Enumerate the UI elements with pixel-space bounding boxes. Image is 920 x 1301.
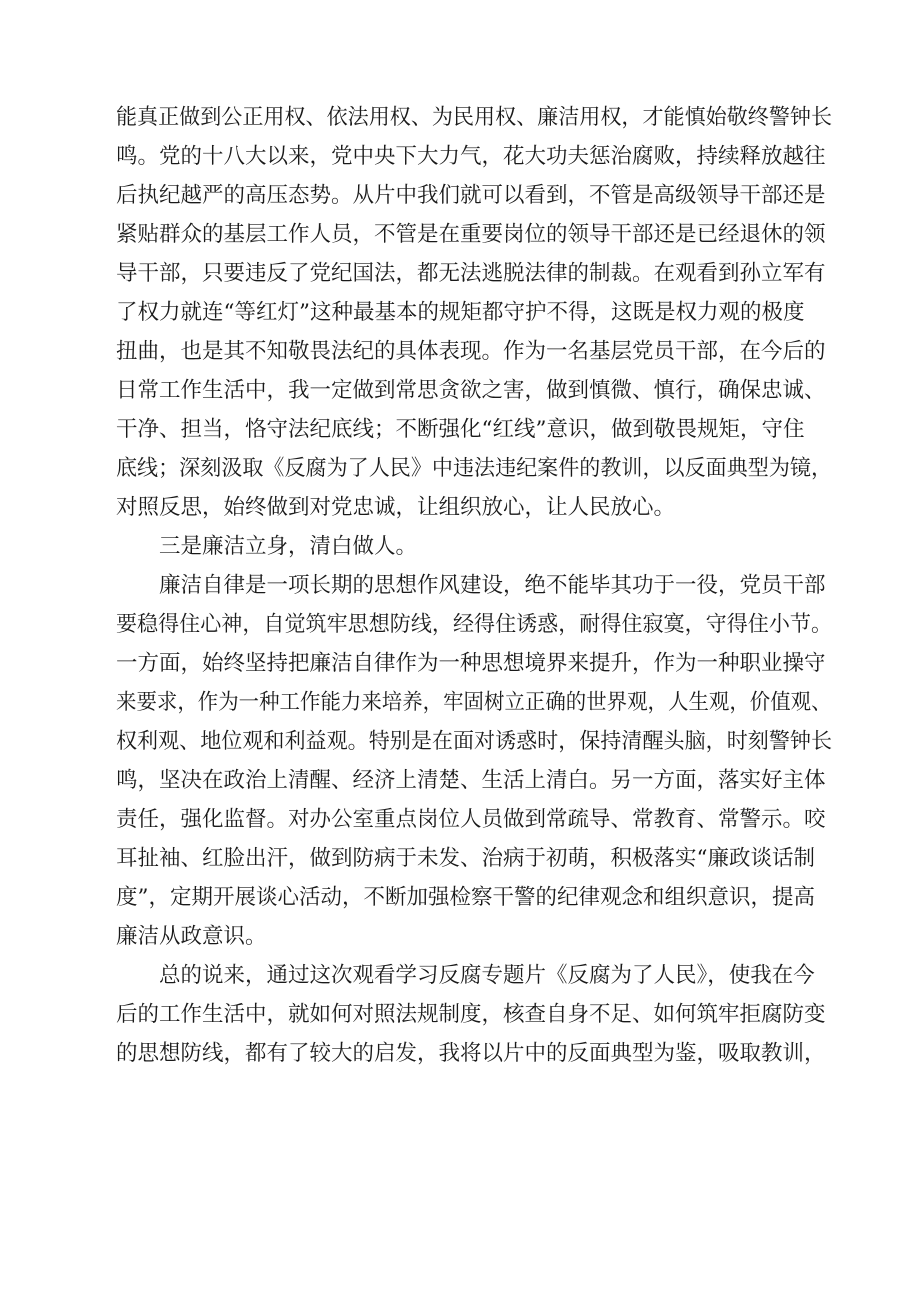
text-line: 干净、担当，恪守法纪底线；不断强化“红线”意识，做到敬畏规矩，守住	[116, 417, 805, 442]
text-line: 权利观、地位观和利益观。特别是在面对诱惑时，保持清醒头脑，时刻警钟长	[116, 729, 833, 754]
text-line: 扭曲，也是其不知敬畏法纪的具体表现。作为一名基层党员干部，在今后的	[116, 339, 826, 364]
text-line: 能真正做到公正用权、依法用权、为民用权、廉洁用权，才能慎始敬终警钟长	[116, 105, 833, 130]
paragraph-first-line: 总的说来，通过这次观看学习反腐专题片《反腐为了人民》，使我在今	[159, 963, 815, 988]
text-line: 日常工作生活中，我一定做到常思贪欲之害，做到慎微、慎行，确保忠诚、	[116, 378, 826, 403]
paragraph-first-line: 廉洁自律是一项长期的思想作风建设，绝不能毕其功于一役，党员干部	[159, 573, 826, 598]
text-line: 了权力就连“等红灯”这种最基本的规矩都守护不得，这既是权力观的极度	[116, 300, 805, 325]
text-line: 导干部，只要违反了党纪国法，都无法逃脱法律的制裁。在观看到孙立军有	[116, 261, 826, 286]
text-line: 紧贴群众的基层工作人员，不管是在重要岗位的领导干部还是已经退休的领	[116, 222, 826, 247]
text-line: 后执纪越严的高压态势。从片中我们就可以看到，不管是高级领导干部还是	[116, 183, 826, 208]
text-line: 后的工作生活中，就如何对照法规制度，核查自身不足、如何筑牢拒腐防变	[116, 1002, 826, 1027]
text-line: 鸣，坚决在政治上清醒、经济上清楚、生活上清白。另一方面，落实好主体	[116, 768, 826, 793]
text-line: 耳扯袖、红脸出汗，做到防病于未发、治病于初萌，积极落实“廉政谈话制	[116, 846, 815, 871]
text-line: 一方面，始终坚持把廉洁自律作为一种思想境界来提升，作为一种职业操守	[116, 651, 826, 676]
text-line: 来要求，作为一种工作能力来培养，牢固树立正确的世界观，人生观，价值观、	[116, 690, 832, 715]
text-line: 鸣。党的十八大以来，党中央下大力气，花大功夫惩治腐败，持续释放越往	[116, 144, 826, 169]
text-line: 度”，定期开展谈心活动，不断加强检察干警的纪律观念和组织意识，提高	[116, 885, 815, 910]
body-text	[116, 98, 832, 1073]
text-line: 的思想防线，都有了较大的启发，我将以片中的反面典型为鉴，吸取教训，	[116, 1041, 826, 1066]
text-line: 对照反思，始终做到对党忠诚，让组织放心，让人民放心。	[116, 495, 676, 520]
text-line: 责任，强化监督。对办公室重点岗位人员做到常疏导、常教育、常警示。咬	[116, 807, 826, 832]
text-line: 廉洁从政意识。	[116, 924, 267, 949]
section-heading: 三是廉洁立身，清白做人。	[159, 534, 418, 559]
text-line: 底线；深刻汲取《反腐为了人民》中违法违纪案件的教训，以反面典型为镜，	[116, 456, 833, 481]
text-line: 要稳得住心神，自觉筑牢思想防线，经得住诱惑，耐得住寂寞，守得住小节。	[116, 612, 833, 637]
